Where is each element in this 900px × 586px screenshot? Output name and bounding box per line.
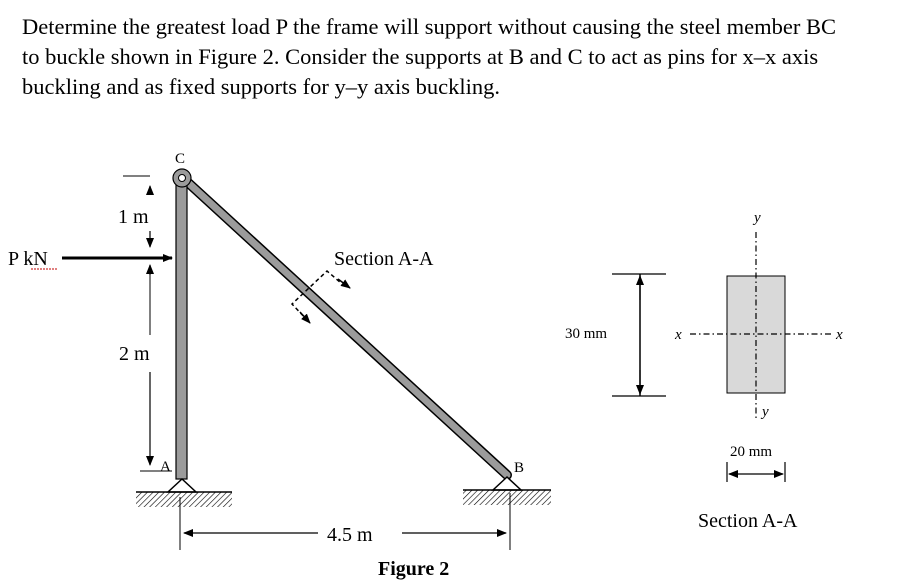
dim-2m: 2 m [119,343,150,365]
support-a [136,479,232,507]
height-dimension [612,274,666,396]
cross-section [565,210,843,532]
figure-caption: Figure 2 [378,558,450,580]
label-c: C [175,151,186,167]
dim-4-5m: 4.5 m [327,524,373,546]
y-axis-label-top: y [754,210,761,226]
member-ac [176,176,187,479]
problem-line-1: Determine the greatest load P the frame will support without causing the steel member BC [22,14,836,39]
label-b: B [514,460,525,476]
x-axis-label-left: x [675,327,682,343]
support-b [463,477,551,505]
width-dimension [727,462,785,482]
section-cut-label: Section A-A [334,248,434,270]
height-label: 30 mm [565,326,608,342]
frame [160,151,524,479]
x-axis-label-right: x [836,327,843,343]
y-axis-label-bottom: y [762,404,769,420]
section-title: Section A-A [698,510,798,532]
width-label: 20 mm [730,444,773,460]
problem-line-2: to buckle shown in Figure 2. Consider the supports at B and C to act as pins for x–x axis [22,44,819,69]
dim-1m: 1 m [118,206,149,228]
problem-line-3: buckling and as fixed supports for y–y axis buckling. [22,74,501,99]
pin-c [173,169,191,187]
member-bc [183,178,507,475]
label-a: A [160,459,171,475]
load-label: P kN [8,248,48,270]
section-cut-marker [292,271,350,323]
